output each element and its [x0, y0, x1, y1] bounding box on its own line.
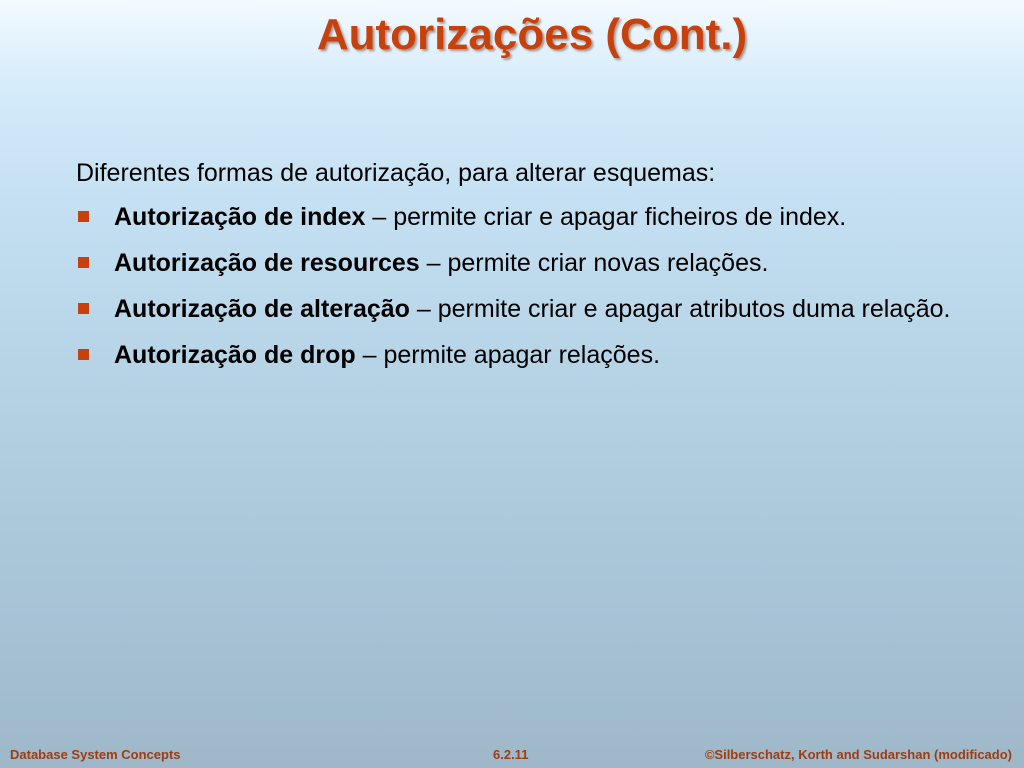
bullet-text: – permite criar novas relações.	[419, 249, 769, 277]
footer-copyright: ©Silberschatz, Korth and Sudarshan (modificado)	[704, 747, 1012, 762]
bullet-item-resources	[76, 246, 976, 280]
bullet-term: Autorização de alteração	[114, 295, 410, 323]
slide-content	[76, 156, 976, 384]
bullet-text: – permite apagar relações.	[355, 341, 661, 369]
slide-footer	[0, 746, 1024, 762]
square-bullet-icon	[78, 211, 89, 222]
bullet-term: Autorização de resources	[114, 249, 420, 277]
intro-text: Diferentes formas de autorização, para alterar esquemas:	[76, 159, 716, 187]
bullet-list	[76, 200, 976, 372]
square-bullet-icon	[78, 257, 89, 268]
footer-course-name: Database System Concepts	[10, 747, 181, 762]
footer-slide-number: 6.2.11	[493, 747, 529, 762]
square-bullet-icon	[78, 303, 89, 314]
bullet-text: – permite criar e apagar ficheiros de index.	[365, 203, 847, 231]
bullet-item-index	[76, 200, 976, 234]
bullet-term: Autorização de index	[114, 203, 366, 231]
square-bullet-icon	[78, 349, 89, 360]
slide-title: Autorizações (Cont.)	[316, 10, 748, 59]
bullet-text: – permite criar e apagar atributos duma relação.	[409, 295, 951, 323]
bullet-item-drop	[76, 338, 976, 372]
bullet-item-alteracao	[76, 292, 976, 326]
bullet-term: Autorização de drop	[114, 341, 356, 369]
